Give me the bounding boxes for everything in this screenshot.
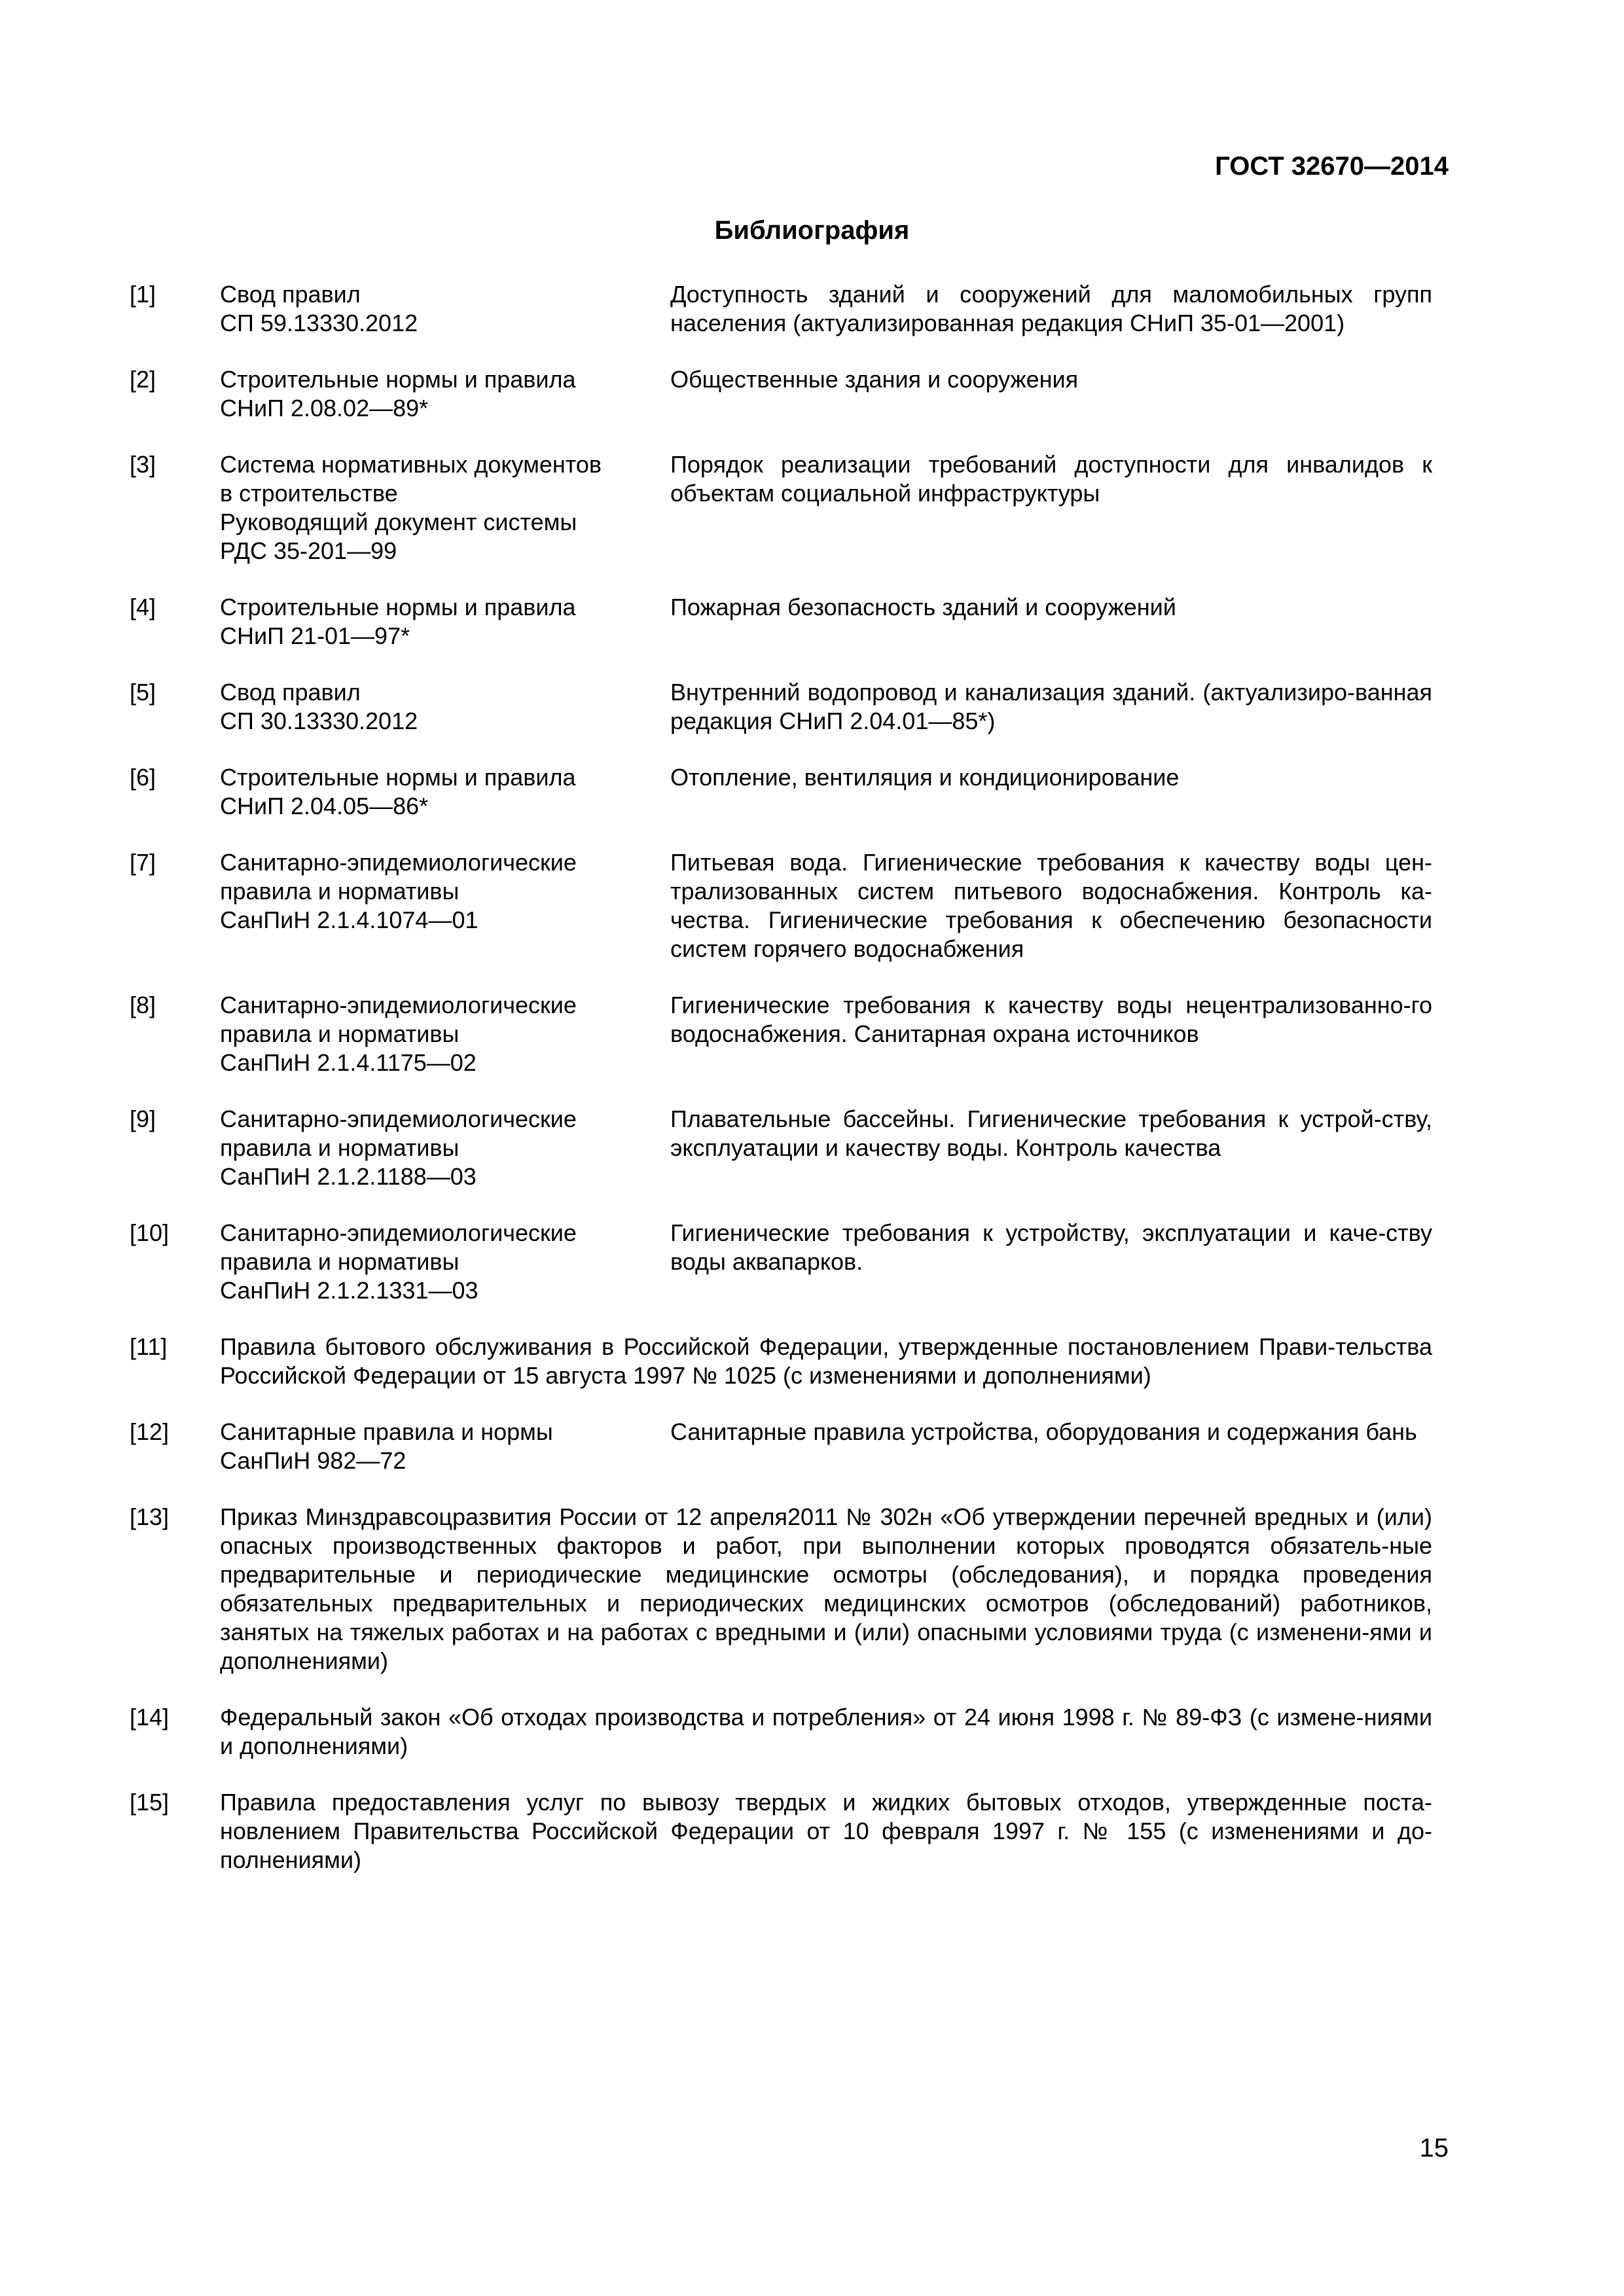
entry-source-line: правила и нормативы [220,878,460,905]
entry-number: [8] [130,992,156,1018]
entry-source-line: СанПиН 982—72 [220,1447,406,1474]
entry-source-line: СанПиН 2.1.2.1331—03 [220,1277,478,1304]
entry-number: [9] [130,1105,156,1132]
entry-description: Общественные здания и сооружения [670,366,1079,393]
entry-number: [6] [130,764,156,791]
entry-source [220,1105,670,1191]
entry-description: Пожарная безопасность зданий и сооружений [670,594,1176,620]
entry-source-line: СанПиН 2.1.4.1175—02 [220,1049,477,1076]
bibliography-entry-15 [130,1788,1432,1874]
entry-full-text: Правила предоставления услуг по вывозу твердых и жидких бытовых отходов, утвержденные поста-новлением Правительства Российской Федерации от 10 февраля 1997 г. № 155 (с изменениями и до-полнениями) [220,1789,1432,1873]
entry-source-line: Санитарно-эпидемиологические [220,849,577,876]
bibliography-entry-8 [130,991,1432,1077]
entry-description: Порядок реализации требований доступности для инвалидов к объектам социальной инфраструктуры [670,451,1432,507]
entry-source-line: СНиП 21-01—97* [220,622,410,649]
bibliography-entry-11 [130,1333,1432,1390]
bibliography-entry-10 [130,1219,1432,1305]
entry-number: [2] [130,366,156,393]
entry-description: Внутренний водопровод и канализация зданий. (актуализиро-ванная редакция СНиП 2.04.01—85*) [670,679,1432,734]
document-code-header: ГОСТ 32670—2014 [1215,152,1449,181]
bibliography-entry-14 [130,1703,1432,1761]
entry-description: Гигиенические требования к устройству, эксплуатации и каче-ству воды аквапарков. [670,1219,1432,1275]
entry-source-line: СНиП 2.04.05—86* [220,793,429,819]
entry-description: Отопление, вентиляция и кондиционирование [670,764,1180,791]
entry-number: [14] [130,1704,170,1731]
entry-number: [10] [130,1219,170,1246]
bibliography-entry-5 [130,678,1432,736]
entry-source-line: Свод правил [220,679,361,706]
entry-source [220,991,670,1077]
entry-source-line: СНиП 2.08.02—89* [220,395,429,422]
entry-source-line: правила и нормативы [220,1134,460,1161]
bibliography-entry-12 [130,1418,1432,1475]
entry-source-line: Санитарные правила и нормы [220,1418,553,1445]
bibliography-entry-1 [130,280,1432,338]
entry-full-text: Правила бытового обслуживания в Российской Федерации, утвержденные постановлением Прави-тельства Российской Федерации от 15 августа 1997 № 1025 (с изменениями и дополнениями) [220,1333,1432,1389]
entry-source [220,365,670,423]
bibliography-entry-2 [130,365,1432,423]
entry-source-line: РДС 35-201—99 [220,537,397,564]
entry-source [220,1219,670,1305]
entry-source-line: правила и нормативы [220,1248,460,1275]
bibliography-entry-13 [130,1503,1432,1676]
entry-source-line: Система нормативных документов [220,451,602,478]
bibliography-entry-6 [130,763,1432,821]
bibliography-entry-4 [130,593,1432,651]
entry-source-line: Санитарно-эпидемиологические [220,1219,577,1246]
entry-number: [12] [130,1418,170,1445]
entry-description: Санитарные правила устройства, оборудования и содержания бань [670,1418,1417,1445]
page-number: 15 [1419,2134,1449,2162]
entry-source-line: Руководящий документ системы [220,509,577,535]
entry-number: [13] [130,1503,170,1530]
entry-source [220,1418,670,1475]
entry-description: Доступность зданий и сооружений для маломобильных групп населения (актуализированная редакция СНиП 35-01—2001) [670,281,1432,336]
entry-source-line: СанПиН 2.1.2.1188—03 [220,1163,477,1190]
entry-source [220,280,670,338]
entry-source-line: Строительные нормы и правила [220,764,576,791]
bibliography-entry-9 [130,1105,1432,1191]
entry-source-line: Санитарно-эпидемиологические [220,992,577,1018]
bibliography-entry-3 [130,450,1432,565]
entry-source [220,848,670,963]
entry-source [220,450,670,565]
entry-description: Гигиенические требования к качеству воды нецентрализованно-го водоснабжения. Санитарная охрана источников [670,992,1432,1047]
entry-source-line: СП 30.13330.2012 [220,708,418,734]
entry-number: [4] [130,594,156,620]
entry-source-line: Свод правил [220,281,361,308]
entry-source-line: Строительные нормы и правила [220,594,576,620]
entry-source [220,763,670,821]
entry-number: [1] [130,281,156,308]
entry-source [220,593,670,651]
entry-number: [7] [130,849,156,876]
entry-source [220,678,670,736]
entry-full-text: Федеральный закон «Об отходах производства и потребления» от 24 июня 1998 г. № 89-ФЗ (с измене-ниями и дополнениями) [220,1704,1432,1759]
entry-number: [11] [130,1333,168,1360]
entry-source-line: в строительстве [220,480,398,507]
entry-number: [15] [130,1789,170,1816]
bibliography-title: Библиография [714,216,910,245]
entry-source-line: Санитарно-эпидемиологические [220,1105,577,1132]
entry-number: [3] [130,451,156,478]
entry-full-text: Приказ Минздравсоцразвития России от 12 апреля2011 № 302н «Об утверждении перечней вредных и (или) опасных производственных факторов и работ, при выполнении которых проводятся обязатель-ные предварительные и периодические медицинские осмотры (обследования), и порядка проведения обязательных предварительных и периодических медицинских осмотров (обследований) работников, занятых на тяжелых работах и на работах с вредными и (или) опасными условиями труда (с изменени-ями и дополнениями) [220,1503,1432,1674]
entry-description: Плавательные бассейны. Гигиенические требования к устрой-ству, эксплуатации и качеству воды. Контроль качества [670,1105,1432,1161]
entry-source-line: СП 59.13330.2012 [220,310,418,336]
entry-source-line: СанПиН 2.1.4.1074—01 [220,906,478,933]
entry-source-line: Строительные нормы и правила [220,366,576,393]
entry-source-line: правила и нормативы [220,1020,460,1047]
bibliography-entry-7 [130,848,1432,963]
bibliography-list [130,280,1432,1902]
entry-number: [5] [130,679,156,706]
entry-description: Питьевая вода. Гигиенические требования к качеству воды цен-трализованных систем питьевого водоснабжения. Контроль ка-чества. Гигиенические требования к обеспечению безопасности систем горячего водоснабжения [670,849,1432,962]
